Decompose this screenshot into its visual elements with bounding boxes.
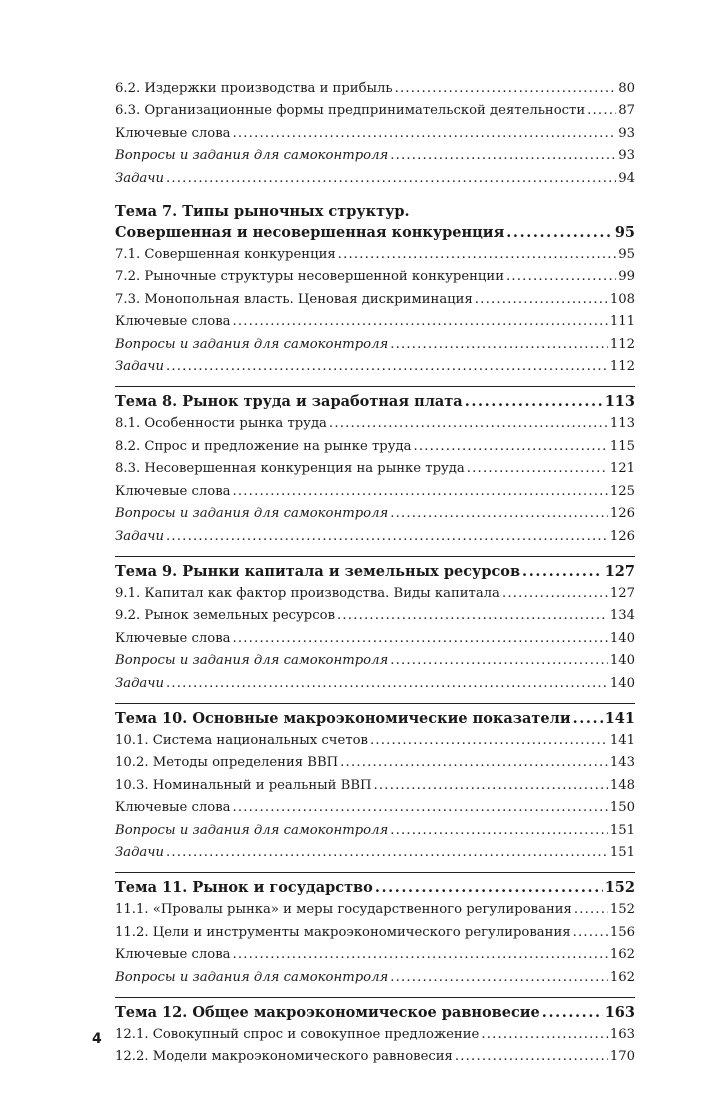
- chapter-title: Тема 9. Рынки капитала и земельных ресурсов: [115, 562, 521, 580]
- toc-item-page: 125: [609, 483, 635, 499]
- toc-item: [115, 583, 635, 605]
- toc-item: [115, 123, 635, 145]
- toc-item: [115, 650, 635, 672]
- toc-item: [115, 820, 635, 842]
- toc-item-page: 126: [609, 506, 635, 522]
- toc-item-page: 112: [609, 359, 635, 375]
- toc-item-page: 151: [609, 844, 635, 860]
- chapter-divider: [115, 703, 635, 704]
- toc-item-title: 11.1. «Провалы рынка» и меры государственного регулирования: [115, 902, 572, 918]
- toc-item-title: 10.1. Система национальных счетов: [115, 732, 368, 748]
- toc-item: [115, 503, 635, 525]
- toc-item: [115, 628, 635, 650]
- chapter-divider: [115, 386, 635, 387]
- toc-item-title: Ключевые слова: [115, 125, 231, 141]
- toc-item-title: Вопросы и задания для самоконтроля: [115, 822, 389, 838]
- toc-item-title: Вопросы и задания для самоконтроля: [115, 336, 389, 352]
- toc-item: [115, 311, 635, 333]
- toc-item: [115, 481, 635, 503]
- toc-item: [115, 244, 635, 266]
- toc-item-title: 8.2. Спрос и предложение на рынке труда: [115, 438, 412, 454]
- table-of-contents: [115, 78, 635, 1069]
- toc-item-title: Задачи: [115, 675, 164, 691]
- toc-item-title: 7.3. Монопольная власть. Ценовая дискриминация: [115, 291, 473, 307]
- toc-item: [115, 289, 635, 311]
- toc-item: [115, 458, 635, 480]
- toc-item-title: 10.2. Методы определения ВВП: [115, 755, 339, 771]
- toc-item-page: 134: [609, 608, 635, 624]
- toc-item: [115, 436, 635, 458]
- toc-item-page: 152: [609, 902, 635, 918]
- toc-item: [115, 944, 635, 966]
- chapter-page: 163: [604, 1004, 635, 1021]
- toc-item: [115, 100, 635, 122]
- toc-item-title: Вопросы и задания для самоконтроля: [115, 969, 389, 985]
- toc-item: [115, 334, 635, 356]
- toc-item-title: 12.2. Модели макроэкономического равновесия: [115, 1049, 453, 1065]
- chapter-11-heading: [115, 877, 635, 899]
- toc-item-page: 99: [618, 269, 635, 285]
- chapter-10-heading: [115, 708, 635, 730]
- chapter-title: Тема 10. Основные макроэкономические показатели: [115, 709, 571, 727]
- toc-item-page: 112: [609, 336, 635, 352]
- toc-item-page: 94: [618, 170, 635, 186]
- toc-item-title: 6.2. Издержки производства и прибыль: [115, 81, 393, 96]
- toc-item: [115, 78, 635, 100]
- chapter-title: Тема 12. Общее макроэкономическое равновесие: [115, 1004, 540, 1021]
- chapter-divider: [115, 556, 635, 557]
- toc-item-page: 140: [609, 630, 635, 646]
- chapter-page: 152: [604, 879, 635, 897]
- toc-item-title: Вопросы и задания для самоконтроля: [115, 653, 389, 669]
- toc-item: [115, 605, 635, 627]
- toc-item-title: Задачи: [115, 844, 164, 860]
- toc-item-title: Задачи: [115, 359, 164, 375]
- toc-item: [115, 797, 635, 819]
- toc-item-title: 11.2. Цели и инструменты макроэкономического регулирования: [115, 924, 571, 940]
- toc-item-page: 108: [609, 291, 635, 307]
- toc-item: [115, 730, 635, 752]
- toc-item-title: 8.1. Особенности рынка труда: [115, 416, 327, 432]
- toc-item-title: 7.1. Совершенная конкуренция: [115, 247, 336, 263]
- toc-item-title: Вопросы и задания для самоконтроля: [115, 148, 389, 164]
- toc-item-title: 7.2. Рыночные структуры несовершенной конкуренции: [115, 269, 504, 285]
- toc-item-page: 156: [609, 924, 635, 940]
- toc-item-title: 9.1. Капитал как фактор производства. Виды капитала: [115, 585, 500, 601]
- toc-item-page: 148: [609, 777, 635, 793]
- toc-item-title: Ключевые слова: [115, 630, 231, 646]
- chapter-8-heading: [115, 391, 635, 413]
- chapter-page: 141: [604, 709, 635, 727]
- toc-item-page: 141: [609, 732, 635, 748]
- chapter-page: 113: [604, 393, 635, 411]
- toc-item-page: 150: [609, 800, 635, 816]
- toc-item-page: 162: [609, 969, 635, 985]
- toc-item-page: 113: [609, 416, 635, 432]
- chapter-12-heading: [115, 1002, 635, 1024]
- toc-item: [115, 842, 635, 864]
- toc-item: [115, 899, 635, 921]
- chapter-7-heading: [115, 202, 635, 244]
- toc-item-title: Ключевые слова: [115, 800, 231, 816]
- toc-item-page: 170: [609, 1049, 635, 1065]
- toc-item-page: 111: [609, 314, 635, 330]
- chapter-divider: [115, 872, 635, 873]
- chapter-9-heading: [115, 561, 635, 583]
- toc-item-title: Ключевые слова: [115, 947, 231, 963]
- toc-item: [115, 673, 635, 695]
- chapter-page: 95: [614, 224, 635, 242]
- toc-item-title: Ключевые слова: [115, 483, 231, 499]
- toc-item-title: Вопросы и задания для самоконтроля: [115, 506, 389, 522]
- toc-item: [115, 266, 635, 288]
- toc-item-page: 80: [618, 81, 635, 96]
- toc-item-title: 8.3. Несовершенная конкуренция на рынке труда: [115, 461, 465, 477]
- toc-item: [115, 168, 635, 190]
- toc-item: [115, 922, 635, 944]
- chapter-title-line: Тема 7. Типы рыночных структур.: [115, 203, 410, 221]
- toc-item-title: 12.1. Совокупный спрос и совокупное предложение: [115, 1027, 480, 1042]
- toc-item-page: 162: [609, 947, 635, 963]
- toc-item-page: 143: [609, 755, 635, 771]
- page-number: 4: [92, 1031, 102, 1047]
- toc-item-page: 121: [609, 461, 635, 477]
- toc-item: [115, 752, 635, 774]
- toc-item-title: 10.3. Номинальный и реальный ВВП: [115, 777, 372, 793]
- toc-item: [115, 145, 635, 167]
- toc-item-title: Задачи: [115, 528, 164, 544]
- toc-top-items: [115, 78, 635, 190]
- chapter-title: Тема 8. Рынок труда и заработная плата: [115, 393, 463, 411]
- toc-item-title: Ключевые слова: [115, 314, 231, 330]
- toc-item-page: 140: [609, 675, 635, 691]
- toc-item-page: 151: [609, 822, 635, 838]
- toc-item-title: 9.2. Рынок земельных ресурсов: [115, 608, 336, 624]
- toc-item-page: 93: [618, 148, 635, 164]
- toc-item-page: 126: [609, 528, 635, 544]
- toc-item: [115, 775, 635, 797]
- chapter-title: Тема 11. Рынок и государство: [115, 879, 373, 897]
- toc-item: [115, 967, 635, 989]
- toc-item-page: 115: [609, 438, 635, 454]
- toc-item: [115, 526, 635, 548]
- chapter-divider: [115, 997, 635, 998]
- toc-item-page: 93: [618, 125, 635, 141]
- toc-item-title: Задачи: [115, 170, 164, 186]
- chapter-title: Совершенная и несовершенная конкуренция: [115, 224, 505, 242]
- toc-item: [115, 356, 635, 378]
- toc-item: [115, 1046, 635, 1068]
- toc-item-page: 140: [609, 653, 635, 669]
- toc-item-page: 87: [618, 103, 635, 119]
- chapter-page: 127: [604, 562, 635, 580]
- toc-item: [115, 1024, 635, 1046]
- toc-item: [115, 413, 635, 435]
- toc-item-page: 163: [609, 1027, 635, 1042]
- toc-item-title: 6.3. Организационные формы предпринимательской деятельности: [115, 103, 586, 119]
- toc-item-page: 127: [609, 585, 635, 601]
- toc-item-page: 95: [618, 247, 635, 263]
